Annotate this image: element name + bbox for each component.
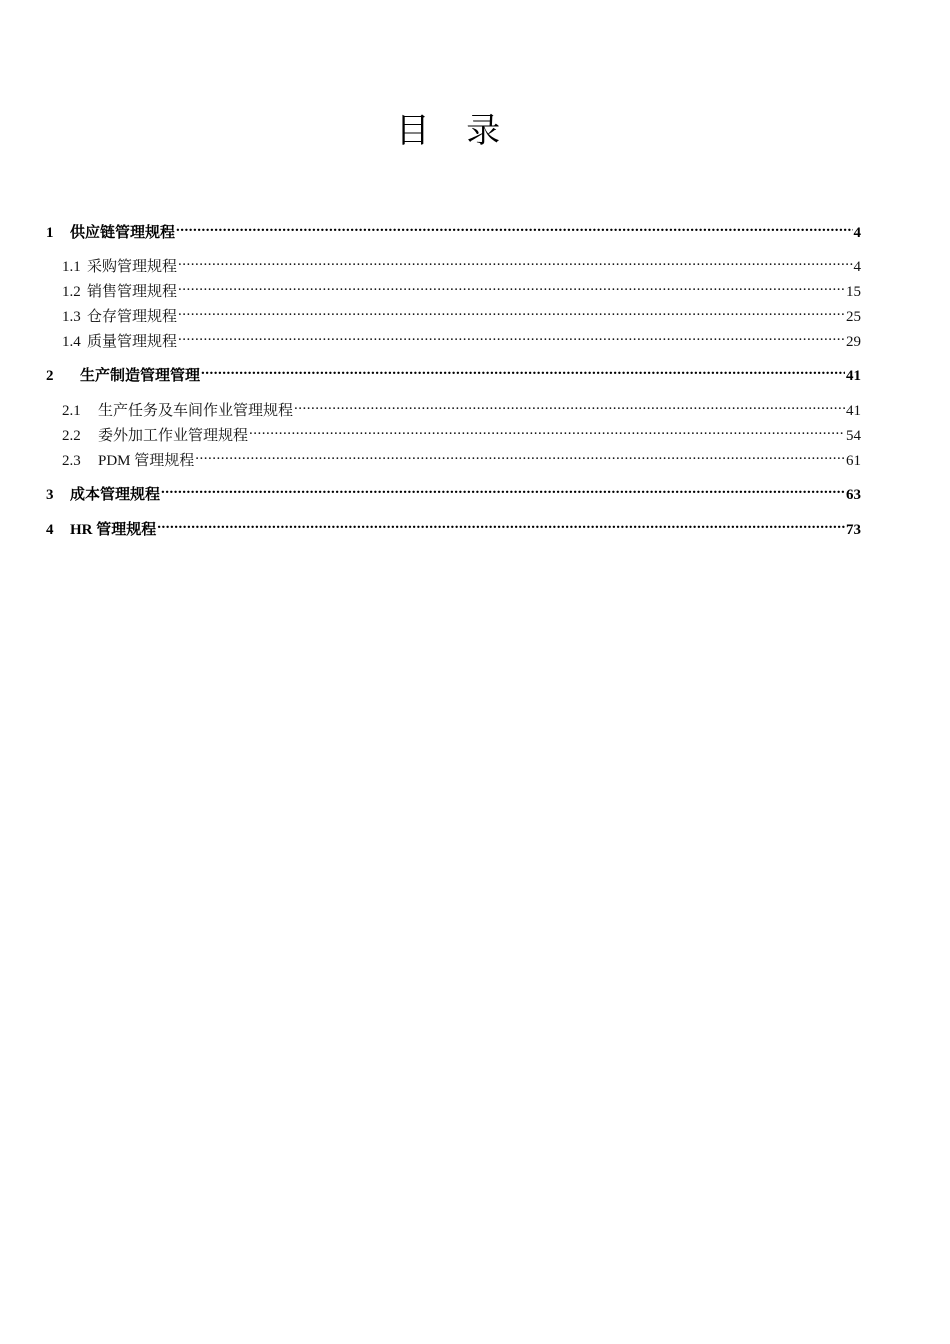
toc-entry-number: 1.4 <box>62 334 81 350</box>
toc-entry-number: 2.2 <box>62 428 81 444</box>
toc-entry-number: 1.2 <box>62 284 81 300</box>
page-title: 目 录 <box>395 113 515 150</box>
toc-entry-2-2[interactable] <box>62 420 861 446</box>
dot-leader <box>201 360 845 380</box>
toc-entry-number: 1 <box>46 225 54 241</box>
toc-entry-title: 成本管理规程 <box>70 487 161 503</box>
dot-leader <box>157 514 845 534</box>
toc-entry-page: 54 <box>846 428 861 444</box>
dot-leader <box>178 251 852 271</box>
toc-entry-1-4[interactable] <box>62 326 861 352</box>
toc-entry-page: 63 <box>846 487 861 503</box>
dot-leader <box>161 479 845 499</box>
toc-entry-number: 3 <box>46 487 54 503</box>
toc-entry-title: 仓存管理规程 <box>87 309 178 325</box>
toc-entry-page: 29 <box>846 334 861 350</box>
dot-leader <box>176 217 852 237</box>
toc-entry-1-3[interactable] <box>62 301 861 327</box>
dot-leader <box>195 445 845 465</box>
toc-entry-title: 生产制造管理管理 <box>80 368 201 384</box>
dot-leader <box>178 326 845 346</box>
toc-entry-4[interactable] <box>46 514 861 540</box>
toc-entry-page: 15 <box>846 284 861 300</box>
toc-entry-3[interactable] <box>46 479 861 505</box>
toc-entry-title: HR 管理规程 <box>70 522 157 538</box>
toc-entry-title: 采购管理规程 <box>87 259 178 275</box>
toc-entry-title: 销售管理规程 <box>87 284 178 300</box>
toc-entry-page: 61 <box>846 453 861 469</box>
toc-entry-title: 生产任务及车间作业管理规程 <box>98 403 294 419</box>
dot-leader <box>178 276 845 296</box>
toc-entry-number: 2.1 <box>62 403 81 419</box>
toc-entry-number: 1.3 <box>62 309 81 325</box>
toc-entry-page: 73 <box>846 522 861 538</box>
dot-leader <box>249 420 845 440</box>
toc-entry-number: 4 <box>46 522 54 538</box>
toc-entry-title: 委外加工作业管理规程 <box>98 428 249 444</box>
toc-entry-number: 1.1 <box>62 259 81 275</box>
toc-entry-page: 4 <box>853 259 861 275</box>
toc-entry-page: 25 <box>846 309 861 325</box>
toc-entry-2[interactable] <box>46 360 861 386</box>
toc-entry-1-2[interactable] <box>62 276 861 302</box>
toc-entry-1[interactable] <box>46 217 861 243</box>
toc-entry-title: PDM 管理规程 <box>98 453 195 469</box>
toc-entry-number: 2.3 <box>62 453 81 469</box>
toc-entry-page: 41 <box>846 368 861 384</box>
toc-entry-2-1[interactable] <box>62 395 861 421</box>
toc-entry-number: 2 <box>46 368 54 384</box>
dot-leader <box>178 301 845 321</box>
dot-leader <box>294 395 845 415</box>
toc-entry-page: 41 <box>846 403 861 419</box>
toc-entry-title: 质量管理规程 <box>87 334 178 350</box>
toc-entry-title: 供应链管理规程 <box>70 225 176 241</box>
toc-entry-1-1[interactable] <box>62 251 861 277</box>
toc-entry-page: 4 <box>853 225 861 241</box>
toc-entry-2-3[interactable] <box>62 445 861 471</box>
